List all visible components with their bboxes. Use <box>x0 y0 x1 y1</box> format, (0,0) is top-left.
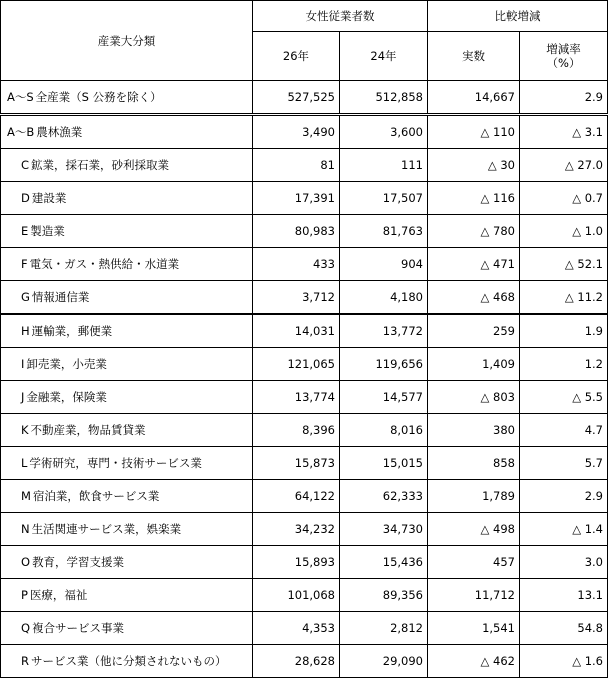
industry-name-cell <box>1 248 253 281</box>
year-24-value: 111 <box>340 149 428 182</box>
actual-diff-value: △ 471 <box>428 248 520 281</box>
rate-header-line2: （%） <box>546 56 581 70</box>
year-24-value: 512,858 <box>340 81 428 115</box>
table-row <box>1 281 608 315</box>
industry-code: A〜B <box>7 125 35 139</box>
year-24-value: 3,600 <box>340 115 428 149</box>
year-24-value: 17,507 <box>340 182 428 215</box>
year-24-header: 24年 <box>340 32 428 81</box>
year-26-value: 80,983 <box>253 215 340 248</box>
rate-value: 3.0 <box>520 546 608 579</box>
industry-code: Q <box>21 621 31 635</box>
table-row <box>1 645 608 678</box>
industry-code: A〜S <box>7 90 34 104</box>
category-header: 産業大分類 <box>1 1 253 81</box>
actual-diff-value: 1,409 <box>428 348 520 381</box>
industry-code: P <box>21 588 28 602</box>
industry-name-cell <box>1 546 253 579</box>
actual-diff-value: △ 498 <box>428 513 520 546</box>
rate-value: 54.8 <box>520 612 608 645</box>
industry-name: 教育，学習支援業 <box>32 555 125 569</box>
industry-name-cell <box>1 447 253 480</box>
industry-name-cell <box>1 579 253 612</box>
table-row <box>1 182 608 215</box>
table-row <box>1 248 608 281</box>
industry-code: N <box>21 522 30 536</box>
industry-name: 運輸業，郵便業 <box>31 324 113 338</box>
industry-name: 農林漁業 <box>36 125 83 139</box>
industry-code: R <box>21 654 29 668</box>
industry-name: 全産業（S 公務を除く） <box>35 90 162 104</box>
rate-header <box>520 32 608 81</box>
actual-diff-value: 380 <box>428 414 520 447</box>
actual-diff-value: 11,712 <box>428 579 520 612</box>
industry-name: 製造業 <box>30 224 65 238</box>
rate-value: 4.7 <box>520 414 608 447</box>
year-26-value: 17,391 <box>253 182 340 215</box>
year-24-value: 13,772 <box>340 314 428 348</box>
table-row <box>1 414 608 447</box>
industry-code: L <box>21 456 28 470</box>
rate-value: 1.9 <box>520 314 608 348</box>
industry-name: 金融業，保険業 <box>26 390 107 404</box>
industry-name-cell <box>1 348 253 381</box>
table-row <box>1 215 608 248</box>
rate-value: △ 11.2 <box>520 281 608 315</box>
year-26-value: 15,893 <box>253 546 340 579</box>
comparison-header: 比較増減 <box>428 1 608 32</box>
industry-code: G <box>21 290 30 304</box>
year-24-value: 2,812 <box>340 612 428 645</box>
actual-diff-value: △ 462 <box>428 645 520 678</box>
table-row <box>1 447 608 480</box>
table-row <box>1 612 608 645</box>
year-24-value: 34,730 <box>340 513 428 546</box>
industry-name-cell <box>1 414 253 447</box>
industry-name: 複合サービス事業 <box>32 621 125 635</box>
year-26-value: 34,232 <box>253 513 340 546</box>
industry-code: O <box>21 555 31 569</box>
industry-code: I <box>21 357 25 371</box>
industry-name-cell <box>1 281 253 315</box>
actual-diff-value: 457 <box>428 546 520 579</box>
industry-name: 鉱業，採石業，砂利採取業 <box>31 158 170 172</box>
rate-value: △ 3.1 <box>520 115 608 149</box>
table-row <box>1 513 608 546</box>
year-26-value: 4,353 <box>253 612 340 645</box>
industry-name-cell <box>1 480 253 513</box>
industry-name-cell <box>1 314 253 348</box>
industry-name-cell <box>1 182 253 215</box>
industry-code: C <box>21 158 30 172</box>
rate-value: 2.9 <box>520 480 608 513</box>
year-24-value: 8,016 <box>340 414 428 447</box>
year-24-value: 14,577 <box>340 381 428 414</box>
year-26-value: 121,065 <box>253 348 340 381</box>
actual-diff-value: △ 116 <box>428 182 520 215</box>
industry-name-cell <box>1 81 253 115</box>
industry-name: 不動産業，物品賃貸業 <box>30 423 146 437</box>
year-24-value: 904 <box>340 248 428 281</box>
rate-value: △ 1.4 <box>520 513 608 546</box>
industry-name-cell <box>1 149 253 182</box>
industry-name: 情報通信業 <box>31 290 90 304</box>
table-row <box>1 546 608 579</box>
rate-header-line1: 増減率 <box>546 42 581 56</box>
table-row <box>1 480 608 513</box>
year-24-value: 29,090 <box>340 645 428 678</box>
table-row <box>1 381 608 414</box>
industry-name-cell <box>1 115 253 149</box>
year-26-value: 28,628 <box>253 645 340 678</box>
rate-value: 1.2 <box>520 348 608 381</box>
actual-diff-value: 14,667 <box>428 81 520 115</box>
industry-name: 電気・ガス・熱供給・水道業 <box>29 257 180 271</box>
year-26-value: 3,490 <box>253 115 340 149</box>
rate-value: △ 5.5 <box>520 381 608 414</box>
industry-code: F <box>21 257 28 271</box>
year-26-value: 8,396 <box>253 414 340 447</box>
rate-value: 13.1 <box>520 579 608 612</box>
industry-code: K <box>21 423 29 437</box>
actual-diff-value: 858 <box>428 447 520 480</box>
year-26-value: 64,122 <box>253 480 340 513</box>
table-row <box>1 579 608 612</box>
industry-name-cell <box>1 612 253 645</box>
industry-code: E <box>21 224 29 238</box>
rate-value: 2.9 <box>520 81 608 115</box>
industry-code: D <box>21 191 30 205</box>
actual-header: 実数 <box>428 32 520 81</box>
industry-name-cell <box>1 381 253 414</box>
industry-name-cell <box>1 645 253 678</box>
year-24-value: 15,015 <box>340 447 428 480</box>
industry-name: 医療，福祉 <box>29 588 88 602</box>
rate-value: △ 52.1 <box>520 248 608 281</box>
year-26-value: 433 <box>253 248 340 281</box>
year-24-value: 62,333 <box>340 480 428 513</box>
actual-diff-value: △ 110 <box>428 115 520 149</box>
year-26-value: 14,031 <box>253 314 340 348</box>
industry-name: 生活関連サービス業，娯楽業 <box>31 522 182 536</box>
year-26-header: 26年 <box>253 32 340 81</box>
actual-diff-value: △ 803 <box>428 381 520 414</box>
rate-value: △ 27.0 <box>520 149 608 182</box>
industry-name: 学術研究，専門・技術サービス業 <box>29 456 202 470</box>
table-row <box>1 314 608 348</box>
actual-diff-value: △ 468 <box>428 281 520 315</box>
industry-name: 宿泊業，飲食サービス業 <box>32 489 160 503</box>
actual-diff-value: 1,789 <box>428 480 520 513</box>
actual-diff-value: 1,541 <box>428 612 520 645</box>
actual-diff-value: △ 780 <box>428 215 520 248</box>
year-26-value: 527,525 <box>253 81 340 115</box>
year-24-value: 119,656 <box>340 348 428 381</box>
year-24-value: 4,180 <box>340 281 428 315</box>
year-26-value: 13,774 <box>253 381 340 414</box>
rate-value: △ 1.0 <box>520 215 608 248</box>
female-workers-header: 女性従業者数 <box>253 1 428 32</box>
actual-diff-value: △ 30 <box>428 149 520 182</box>
rate-value: △ 0.7 <box>520 182 608 215</box>
industry-name-cell <box>1 215 253 248</box>
industry-code: J <box>21 390 25 404</box>
industry-name-cell <box>1 513 253 546</box>
industry-name: 建設業 <box>31 191 67 205</box>
rate-value: △ 1.6 <box>520 645 608 678</box>
table-row <box>1 149 608 182</box>
actual-diff-value: 259 <box>428 314 520 348</box>
table-row <box>1 348 608 381</box>
industry-code: M <box>21 489 31 503</box>
table-row <box>1 81 608 115</box>
year-24-value: 81,763 <box>340 215 428 248</box>
year-26-value: 81 <box>253 149 340 182</box>
year-26-value: 101,068 <box>253 579 340 612</box>
year-26-value: 15,873 <box>253 447 340 480</box>
year-26-value: 3,712 <box>253 281 340 315</box>
year-24-value: 15,436 <box>340 546 428 579</box>
year-24-value: 89,356 <box>340 579 428 612</box>
industry-name: 卸売業，小売業 <box>26 357 107 371</box>
rate-value: 5.7 <box>520 447 608 480</box>
industry-name: サービス業（他に分類されないもの） <box>31 654 227 668</box>
table-row <box>1 115 608 149</box>
industry-code: H <box>21 324 30 338</box>
